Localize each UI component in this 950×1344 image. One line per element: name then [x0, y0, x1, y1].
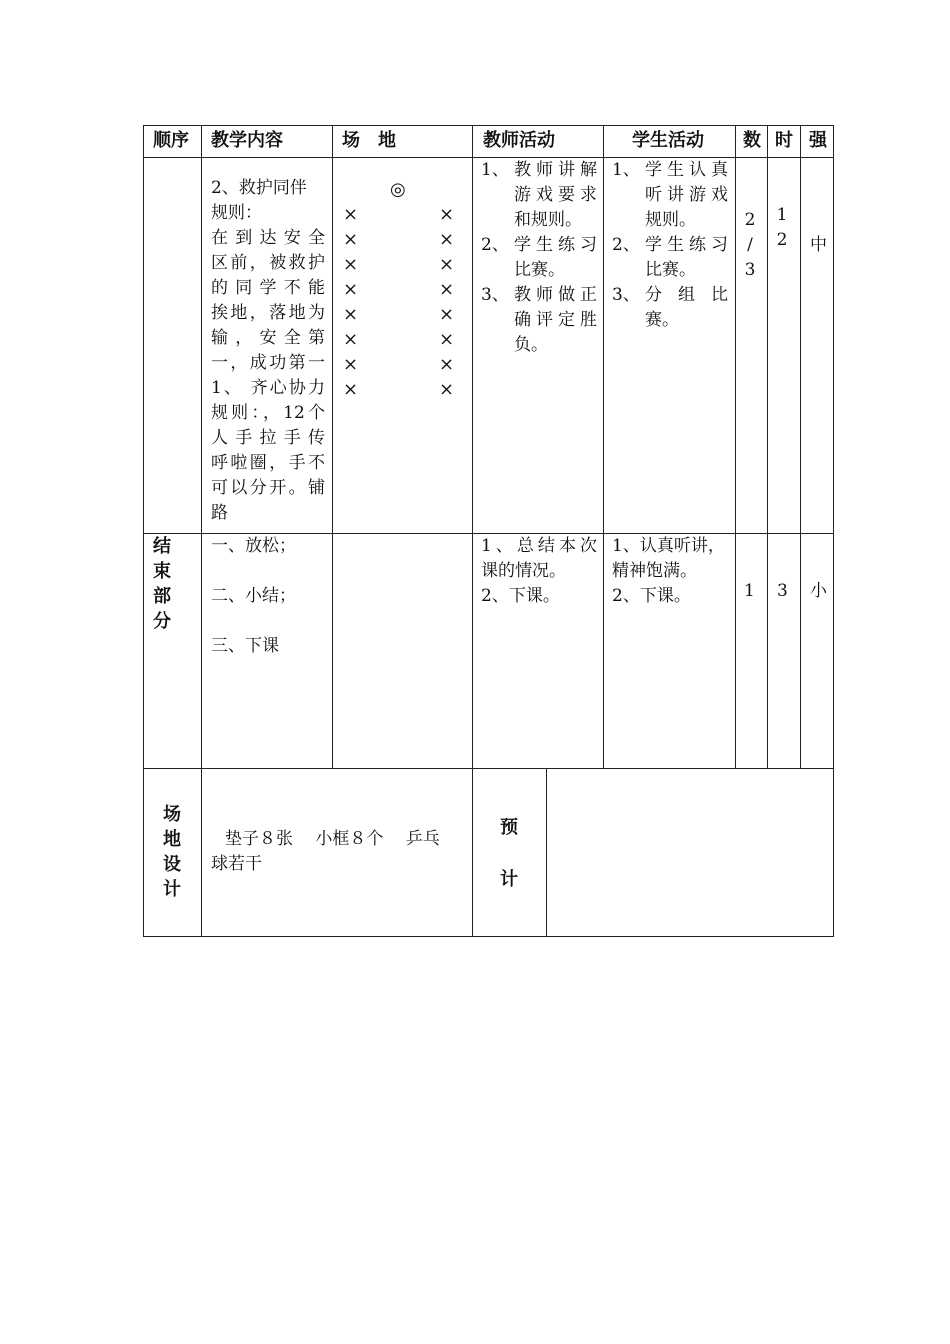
col-divider-estimate [546, 768, 547, 937]
end-label-char: 束 [153, 561, 171, 582]
design-section-label [161, 802, 183, 902]
game-content-line: 人手拉手传 [211, 428, 325, 448]
game-content-line: 区前，被救护 [211, 253, 325, 273]
list-item [481, 233, 597, 283]
header-student-activity: 学生活动 [632, 130, 704, 151]
player-mark-left: × [343, 279, 359, 300]
table-border-right [833, 125, 834, 937]
game-content-line: 路 [211, 503, 228, 523]
count-char: 2 [744, 210, 756, 230]
player-mark-left: × [343, 379, 359, 400]
item-number: 2、 [612, 235, 640, 255]
game-content-line: 1、 齐心协力 [211, 378, 325, 398]
col-divider-order [201, 125, 202, 937]
player-mark-left: × [343, 254, 359, 275]
end-section-label [151, 534, 173, 634]
teacher-position-symbol: ◎ [390, 179, 406, 200]
game-intensity: 中 [810, 235, 827, 255]
item-line: 学生练习 [514, 235, 597, 255]
list-item [481, 283, 597, 358]
lesson-plan-table [143, 125, 834, 937]
design-label-char: 计 [163, 879, 181, 900]
player-mark-right: × [439, 279, 455, 300]
equipment-line: 球若干 [211, 854, 262, 874]
player-mark-right: × [439, 379, 455, 400]
player-mark-right: × [439, 204, 455, 225]
equipment-line: 垫子８张 小框８个 乒乓 [225, 829, 440, 849]
end-teacher-line: 1、总结本次 [481, 536, 597, 556]
game-content-line: 输，安全第 [211, 328, 325, 348]
col-divider-teacher [603, 125, 604, 768]
player-mark-right: × [439, 329, 455, 350]
item-line: 教师做正 [514, 285, 597, 305]
count-char: 3 [744, 260, 756, 280]
end-student-activity [612, 534, 728, 609]
item-line: 确评定胜 [514, 310, 597, 330]
player-mark-left: × [343, 204, 359, 225]
header-content: 教学内容 [211, 130, 283, 151]
end-intensity: 小 [810, 581, 827, 601]
item-line: 赛。 [645, 310, 679, 330]
end-label-char: 分 [153, 611, 171, 632]
col-divider-content [332, 125, 333, 768]
end-time: 3 [777, 581, 788, 601]
item-number: 1、 [481, 160, 509, 180]
table-border-left [143, 125, 144, 937]
end-content-item: 三、下课 [211, 636, 279, 656]
design-label-char: 场 [163, 804, 181, 825]
player-mark-left: × [343, 229, 359, 250]
col-divider-time [800, 125, 801, 768]
estimate-label-char: 计 [500, 869, 518, 890]
list-item [612, 283, 728, 333]
table-border-top [143, 125, 834, 126]
game-content-line: 呼啦圈，手不 [211, 453, 325, 473]
end-content [211, 534, 296, 659]
game-content-line: 的同学不能 [211, 278, 325, 298]
count-char: / [747, 235, 753, 255]
player-mark-right: × [439, 254, 455, 275]
header-intensity: 强 [809, 130, 827, 151]
estimate-label-char: 预 [500, 817, 518, 838]
end-student-line: 精神饱满。 [612, 561, 697, 581]
end-content-item: 二、小结； [211, 586, 296, 606]
col-divider-count [767, 125, 768, 768]
header-count: 数 [743, 130, 761, 151]
item-line: 学生练习 [645, 235, 728, 255]
item-line: 学生认真 [645, 160, 728, 180]
item-line: 游戏要求 [514, 185, 597, 205]
game-content-line: 可以分开。铺 [211, 478, 325, 498]
end-label-char: 部 [153, 586, 171, 607]
list-item [612, 233, 728, 283]
game-content [211, 176, 325, 526]
header-time: 时 [775, 130, 793, 151]
end-count: 1 [744, 581, 755, 601]
item-line: 和规则。 [514, 210, 582, 230]
end-teacher-line: 2、下课。 [481, 586, 560, 606]
item-line: 负。 [514, 335, 548, 355]
game-teacher-activity [481, 158, 597, 358]
design-label-char: 设 [163, 854, 181, 875]
header-venue: 场 地 [342, 130, 396, 151]
end-teacher-activity [481, 534, 597, 609]
list-item [481, 158, 597, 233]
game-content-line: 一，成功第一 [211, 353, 325, 373]
game-student-activity [612, 158, 728, 333]
end-label-char: 结 [153, 536, 171, 557]
item-line: 规则。 [645, 210, 696, 230]
item-line: 比赛。 [514, 260, 565, 280]
player-mark-left: × [343, 304, 359, 325]
game-content-line: 规则： [211, 203, 262, 223]
player-mark-left: × [343, 354, 359, 375]
end-student-line: 2、下课。 [612, 586, 691, 606]
game-content-line: 规则：，12个 [211, 403, 325, 423]
item-number: 3、 [481, 285, 509, 305]
time-char: 1 [776, 205, 788, 225]
item-number: 2、 [481, 235, 509, 255]
design-label-char: 地 [163, 829, 181, 850]
estimate-label [498, 815, 520, 892]
player-mark-right: × [439, 354, 455, 375]
game-content-line: 在到达安全 [211, 228, 325, 248]
item-line: 听讲游戏 [645, 185, 728, 205]
item-line: 比赛。 [645, 260, 696, 280]
end-content-item: 一、放松； [211, 536, 296, 556]
game-time [770, 203, 794, 253]
col-divider-student [735, 125, 736, 768]
game-content-line: 2、救护同伴 [211, 178, 307, 198]
item-number: 3、 [612, 285, 640, 305]
header-order: 顺序 [153, 130, 189, 151]
list-item [612, 158, 728, 233]
table-border-bottom [143, 936, 834, 937]
equipment-list [211, 827, 467, 877]
row-divider-end-design [143, 768, 834, 769]
player-mark-right: × [439, 304, 455, 325]
time-char: 2 [776, 230, 788, 250]
game-content-line: 挨地，落地为 [211, 303, 325, 323]
end-student-line: 1、认真听讲， [612, 536, 725, 556]
col-divider-venue [472, 125, 473, 937]
player-mark-right: × [439, 229, 455, 250]
item-number: 1、 [612, 160, 640, 180]
player-mark-left: × [343, 329, 359, 350]
end-teacher-line: 课的情况。 [481, 561, 566, 581]
game-count [737, 208, 763, 283]
item-line: 教师讲解 [514, 160, 597, 180]
header-teacher-activity: 教师活动 [483, 130, 555, 151]
item-line: 分 组 比 [645, 285, 728, 305]
